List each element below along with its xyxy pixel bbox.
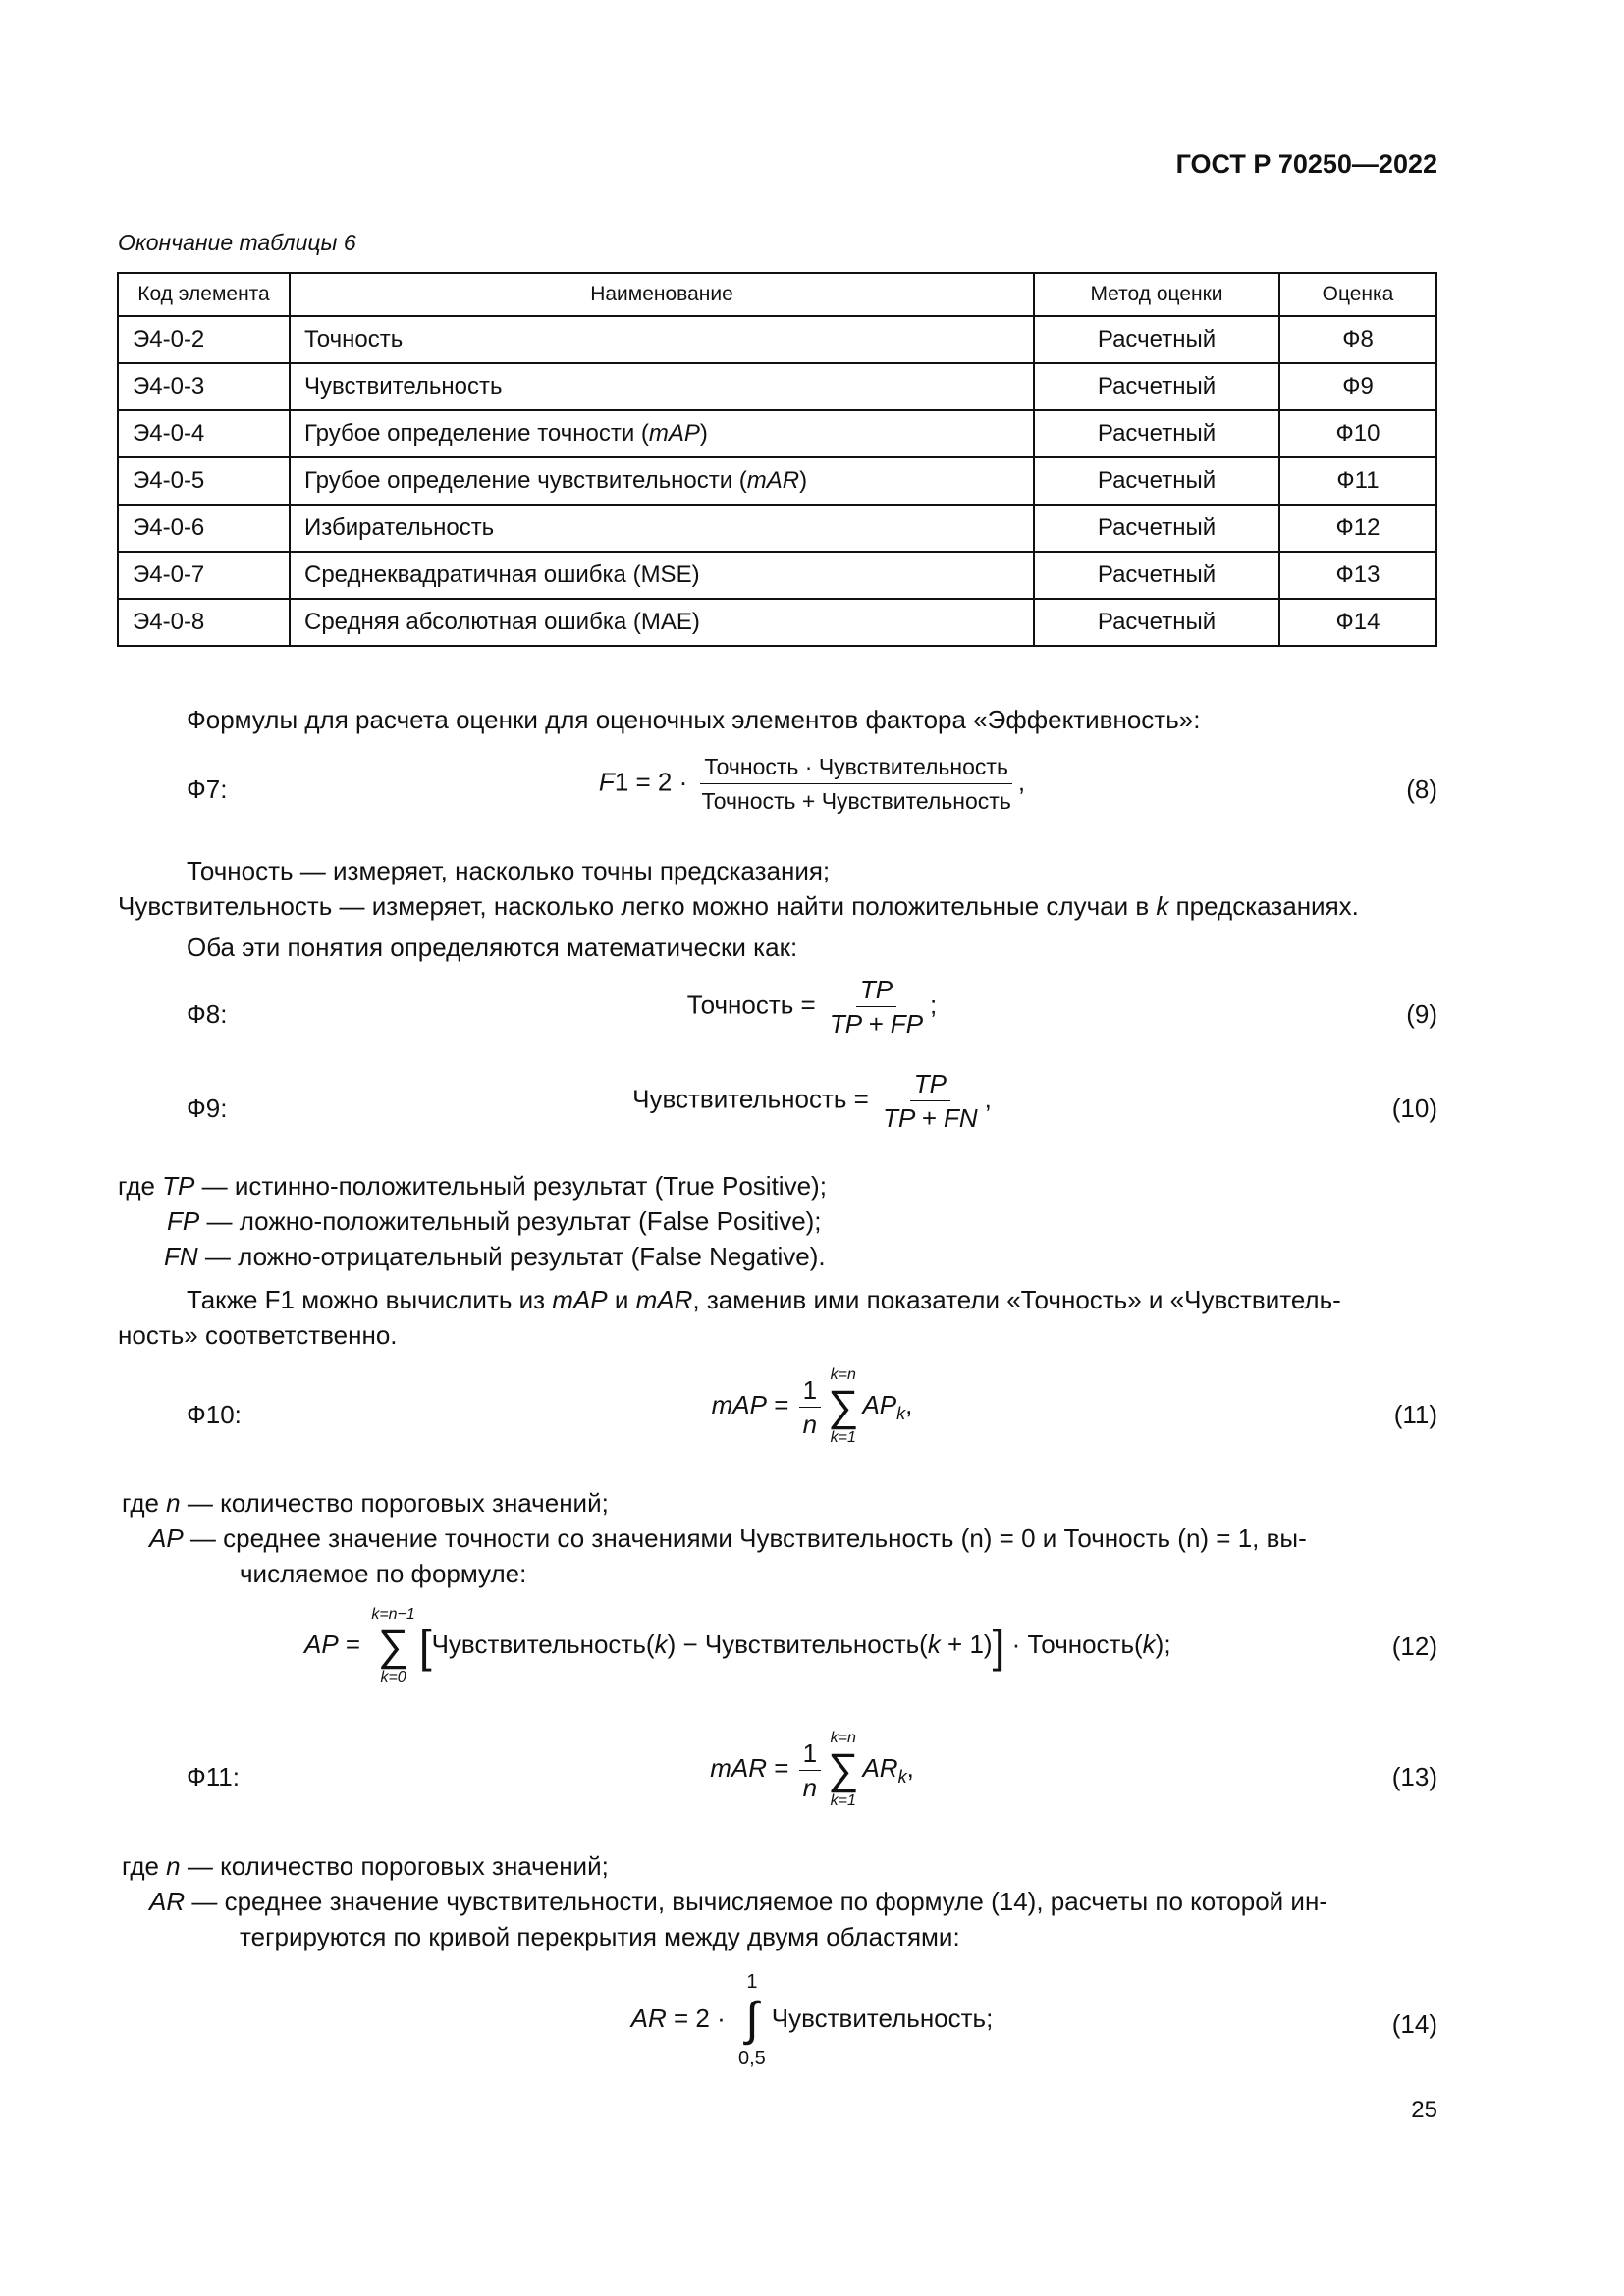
def-tp: где TP — истинно-положительный результат (True Positive); <box>118 1171 827 1201</box>
cell-name: Среднеквадратичная ошибка (MSE) <box>290 552 1034 599</box>
cell-score: Ф13 <box>1279 552 1436 599</box>
cell-name: Чувствительность <box>290 363 1034 410</box>
def-precision: Точность — измеряет, насколько точны предсказания; <box>187 856 831 885</box>
cell-score: Ф9 <box>1279 363 1436 410</box>
cell-code: Э4-0-8 <box>118 599 290 646</box>
def-n-2: где n — количество пороговых значений; <box>122 1851 609 1881</box>
def-recall: Чувствительность — измеряет, насколько легко можно найти положительные случаи в k предсказаниях. <box>118 891 1359 921</box>
cell-code: Э4-0-4 <box>118 410 290 457</box>
def-term: Чувствительность <box>118 891 333 921</box>
eq8-formula: F1 = 2 · $\frac{\text{Точность · Чувствительность}}{\text{Точность + Чувствительность}}$ , <box>598 754 1026 814</box>
eq14-number: (14) <box>1391 2009 1437 2039</box>
eq12-formula: AP = k=n−1 ∑ k=0 [Чувствительность(k) − Чувствительность(k + 1)] · Точность(k); <box>304 1606 1171 1685</box>
table-row <box>118 410 1436 457</box>
eq11-number: (11) <box>1393 1400 1437 1429</box>
eq9-label: Ф8: <box>187 999 228 1029</box>
cell-code: Э4-0-2 <box>118 316 290 363</box>
def-ar-line1: AR — среднее значение чувствительности, вычисляемое по формуле (14), расчеты по которой ин- <box>149 1887 1327 1916</box>
cell-name: Грубое определение чувствительности (mAR) <box>290 457 1034 505</box>
eq9-number: (9) <box>1406 999 1437 1029</box>
table-row <box>118 599 1436 646</box>
cell-method: Расчетный <box>1034 505 1279 552</box>
cell-code: Э4-0-7 <box>118 552 290 599</box>
cell-method: Расчетный <box>1034 599 1279 646</box>
eq9-formula: Точность = $\frac{TP}{TP + FP}$ ; <box>686 975 938 1039</box>
table-6 <box>117 272 1437 647</box>
para-f1-line2: ность» соответственно. <box>118 1320 398 1350</box>
eq13-label: Ф11: <box>187 1762 240 1791</box>
def-fp: FP — ложно-положительный результат (False Positive); <box>167 1206 822 1236</box>
cell-method: Расчетный <box>1034 552 1279 599</box>
eq10-label: Ф9: <box>187 1094 228 1123</box>
cell-name: Избирательность <box>290 505 1034 552</box>
cell-score: Ф14 <box>1279 599 1436 646</box>
eq8-label: Ф7: <box>187 774 228 804</box>
table-row <box>118 505 1436 552</box>
table-row <box>118 457 1436 505</box>
cell-name: Точность <box>290 316 1034 363</box>
table-header-row <box>118 273 1436 316</box>
cell-method: Расчетный <box>1034 410 1279 457</box>
eq10-formula: Чувствительность = $\frac{TP}{TP + FN}$ , <box>632 1069 992 1133</box>
eq13-number: (13) <box>1391 1762 1437 1791</box>
cell-method: Расчетный <box>1034 316 1279 363</box>
col-header: Метод оценки <box>1034 273 1279 316</box>
cell-score: Ф12 <box>1279 505 1436 552</box>
def-ap-line1: AP — среднее значение точности со значениями Чувствительность (n) = 0 и Точность (n) = 1, вы- <box>149 1523 1307 1553</box>
cell-score: Ф10 <box>1279 410 1436 457</box>
table-caption: Окончание таблицы 6 <box>118 230 356 255</box>
cell-code: Э4-0-3 <box>118 363 290 410</box>
eq11-formula: mAP = $\frac{1}{n}$ k=n ∑ k=1 $AP_k$, <box>711 1366 913 1446</box>
para-f1-line1: Также F1 можно вычислить из mAP и mAR, заменив ими показатели «Точность» и «Чувствитель- <box>187 1285 1341 1314</box>
cell-score: Ф11 <box>1279 457 1436 505</box>
table-row <box>118 363 1436 410</box>
cell-code: Э4-0-6 <box>118 505 290 552</box>
def-ap-line2: числяемое по формуле: <box>240 1559 527 1588</box>
intro-text: Формулы для расчета оценки для оценочных элементов фактора «Эффективность»: <box>187 705 1201 734</box>
cell-code: Э4-0-5 <box>118 457 290 505</box>
def-term: Точность <box>187 856 294 885</box>
cell-method: Расчетный <box>1034 457 1279 505</box>
eq8-number: (8) <box>1406 774 1437 804</box>
eq14-formula: AR = 2 · 1 ∫ 0,5 Чувствительность; <box>630 1971 994 2069</box>
cell-name: Средняя абсолютная ошибка (MAE) <box>290 599 1034 646</box>
cell-name: Грубое определение точности (mAP) <box>290 410 1034 457</box>
col-header: Оценка <box>1279 273 1436 316</box>
table-row <box>118 316 1436 363</box>
col-header: Наименование <box>290 273 1034 316</box>
table-row <box>118 552 1436 599</box>
doc-header: ГОСТ Р 70250—2022 <box>1175 149 1437 179</box>
eq10-number: (10) <box>1391 1094 1437 1123</box>
col-header: Код элемента <box>118 273 290 316</box>
eq12-number: (12) <box>1391 1631 1437 1661</box>
page-number: 25 <box>1411 2097 1437 2123</box>
both-text: Оба эти понятия определяются математически как: <box>187 933 798 962</box>
eq11-label: Ф10: <box>187 1400 242 1429</box>
eq13-formula: mAR = $\frac{1}{n}$ k=n ∑ k=1 $AR_k$, <box>710 1730 914 1809</box>
def-ar-line2: тегрируются по кривой перекрытия между двумя областями: <box>240 1922 960 1951</box>
def-n: где n — количество пороговых значений; <box>122 1488 609 1518</box>
cell-method: Расчетный <box>1034 363 1279 410</box>
def-fn: FN — ложно-отрицательный результат (False Negative). <box>164 1242 826 1271</box>
cell-score: Ф8 <box>1279 316 1436 363</box>
